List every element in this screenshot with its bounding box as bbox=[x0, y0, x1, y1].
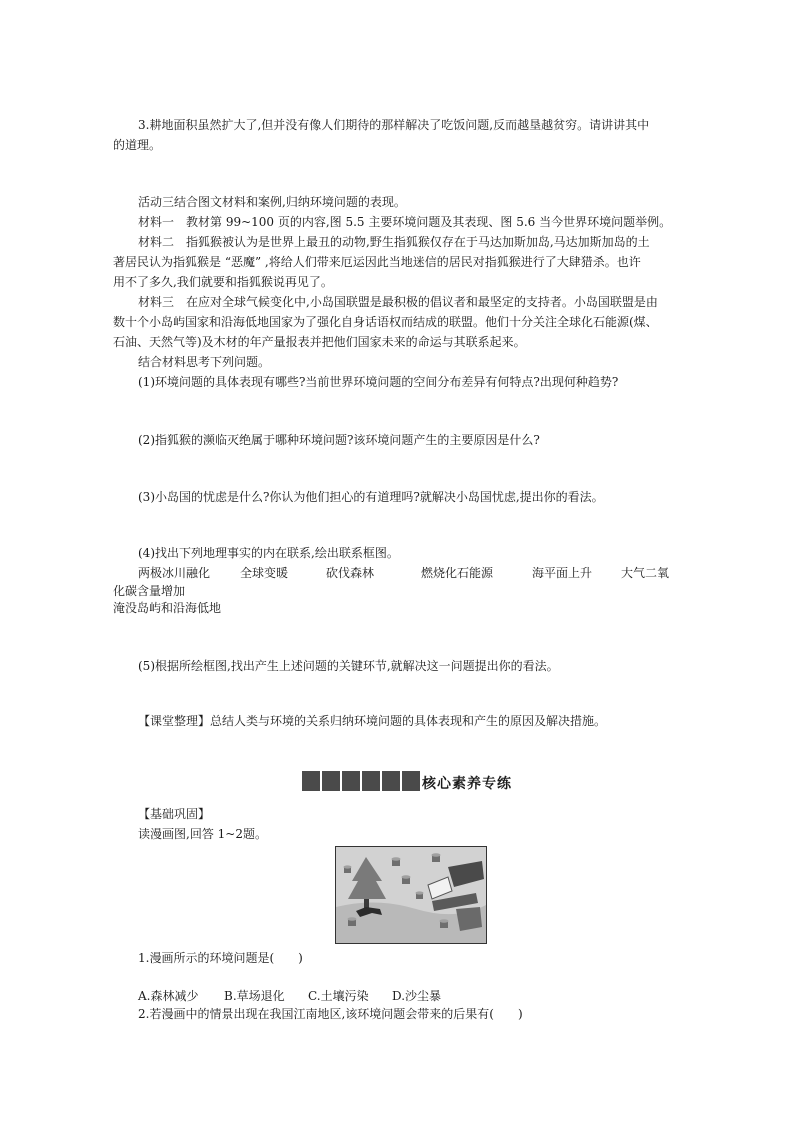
material3-line3: 石油、天然气等)及木材的年产量报表并把他们国家未来的命运与其联系起来。 bbox=[113, 335, 526, 349]
option-b[interactable]: B.草场退化 bbox=[224, 989, 285, 1003]
option-d[interactable]: D.沙尘暴 bbox=[392, 989, 442, 1003]
subquestion-1: (1)环境问题的具体表现有哪些?当前世界环境问题的空间分布差异有何特点?出现何种趋势? bbox=[138, 375, 619, 389]
materials-prompt: 结合材料思考下列问题。 bbox=[138, 355, 271, 369]
question-1: 1.漫画所示的环境问题是( ) bbox=[138, 951, 303, 965]
activity3-title: 活动三结合图文材料和案例,归纳环境问题的表现。 bbox=[138, 195, 406, 209]
option-a[interactable]: A.森林减少 bbox=[138, 989, 199, 1003]
material3-line1: 材料三 在应对全球气候变化中,小岛国联盟是最积极的倡议者和最坚定的支持者。小岛国联盟是由 bbox=[138, 295, 658, 309]
fact-item: 燃烧化石能源 bbox=[421, 566, 494, 580]
fact-line2: 淹没岛屿和沿海低地 bbox=[113, 601, 222, 615]
practice-heading: 【基础巩固】 bbox=[138, 807, 211, 821]
fact-item: 砍伐森林 bbox=[326, 566, 375, 580]
material3-line2: 数十个小岛屿国家和沿海低地国家为了强化自身话语权而结成的联盟。他们十分关注全球化石能源(煤、 bbox=[113, 315, 658, 329]
geo-facts-row bbox=[0, 565, 794, 581]
class-summary: 【课堂整理】总结人类与环境的关系归纳环境问题的具体表现和产生的原因及解决措施。 bbox=[138, 714, 607, 728]
subquestion-4: (4)找出下列地理事实的内在联系,绘出联系框图。 bbox=[138, 546, 399, 560]
subquestion-5: (5)根据所绘框图,找出产生上述问题的关键环节,就解决这一问题提出你的看法。 bbox=[138, 659, 559, 673]
material1: 材料一 教材第 99~100 页的内容,图 5.5 主要环境问题及其表现、图 5.6 当今世界环境问题举例。 bbox=[138, 215, 672, 229]
fact-continuation: 化碳含量增加 bbox=[113, 584, 186, 598]
section-banner-title: 核心素养专练 bbox=[422, 776, 512, 792]
fact-item: 大气二氧 bbox=[621, 566, 670, 580]
option-c[interactable]: C.土壤污染 bbox=[308, 989, 369, 1003]
material2-line2: 著居民认为指狐猴是 “恶魔” ,将给人们带来厄运因此当地迷信的居民对指狐猴进行了大肆猎杀。也许 bbox=[113, 255, 641, 269]
material2-line1: 材料二 指狐猴被认为是世界上最丑的动物,野生指狐猴仅存在于马达加斯加岛,马达加斯加岛的土 bbox=[138, 235, 650, 249]
fact-item: 两极冰川融化 bbox=[138, 566, 211, 580]
subquestion-3: (3)小岛国的忧虑是什么?你认为他们担心的有道理吗?就解决小岛国忧虑,提出你的看法。 bbox=[138, 490, 604, 504]
subquestion-2: (2)指狐猴的濒临灭绝属于哪种环境问题?该环境问题产生的主要原因是什么? bbox=[138, 433, 540, 447]
question-1-options bbox=[0, 988, 794, 1004]
fact-item: 全球变暖 bbox=[240, 566, 289, 580]
question-3-line2: 的道理。 bbox=[113, 138, 162, 152]
fact-item: 海平面上升 bbox=[532, 566, 593, 580]
section-banner-blocks bbox=[302, 771, 420, 791]
material2-line3: 用不了多久,我们就要和指狐猴说再见了。 bbox=[113, 275, 333, 289]
cartoon-deforestation-image bbox=[335, 846, 487, 944]
question-3-line1: 3.耕地面积虽然扩大了,但并没有像人们期待的那样解决了吃饭问题,反而越垦越贫穷。请讲讲其中 bbox=[138, 118, 650, 132]
question-2: 2.若漫画中的情景出现在我国江南地区,该环境问题会带来的后果有( ) bbox=[138, 1007, 523, 1021]
practice-intro: 读漫画图,回答 1~2题。 bbox=[138, 827, 267, 841]
